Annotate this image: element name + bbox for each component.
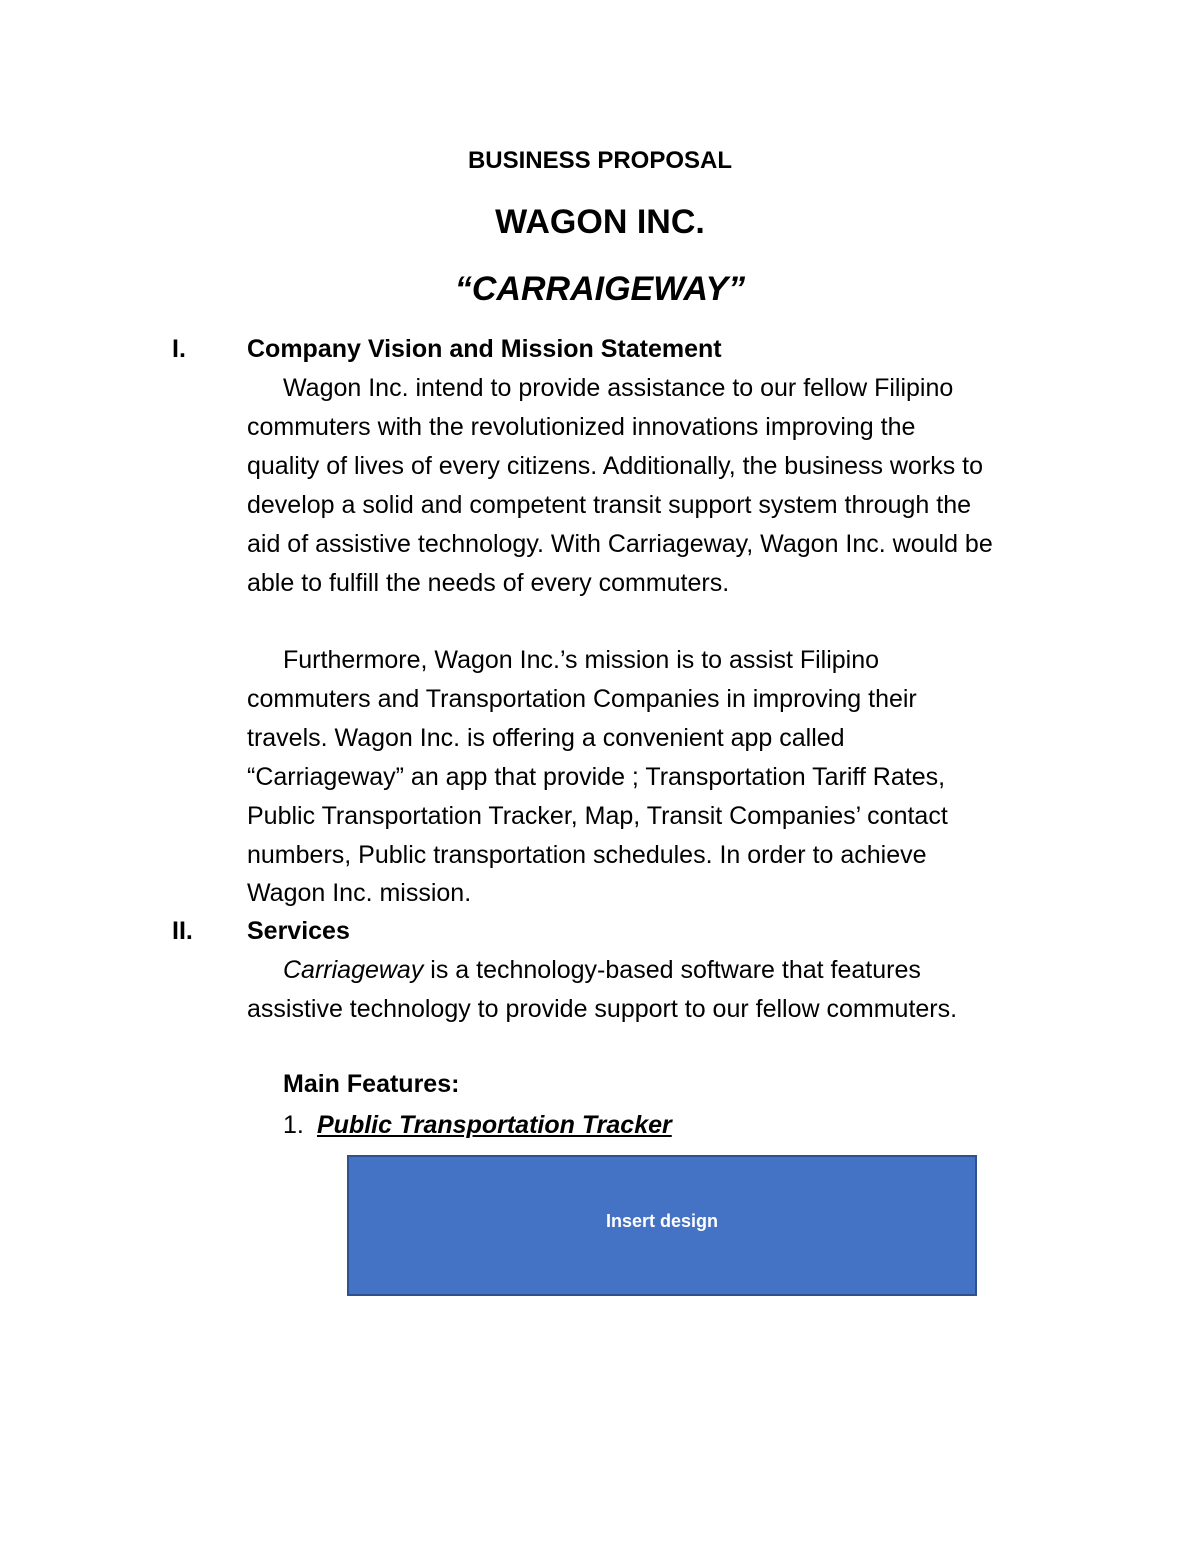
paragraph-line: develop a solid and competent transit support system through the [247, 490, 972, 519]
paragraph-text: is a technology-based software that features [423, 956, 921, 984]
section-heading-services [172, 914, 350, 948]
paragraph-line: able to fulfill the needs of every commuters. [247, 568, 730, 597]
paragraph-line: commuters and Transportation Companies in improving their [247, 684, 917, 713]
document-heading: BUSINESS PROPOSAL [467, 147, 733, 174]
mission-paragraph [247, 641, 1077, 913]
feature-number: 1. [283, 1111, 304, 1139]
paragraph-line: assistive technology to provide support to our fellow commuters. [247, 994, 958, 1023]
services-paragraph [247, 951, 1077, 1029]
section-title: Services [247, 917, 350, 945]
product-name-italic: Carriageway [283, 956, 424, 984]
product-name: “CARRAIGEWAY” [454, 270, 746, 308]
paragraph-line: travels. Wagon Inc. is offering a convenient app called [247, 723, 845, 752]
paragraph-line: Furthermore, Wagon Inc.’s mission is to assist Filipino [283, 646, 880, 674]
section-title: Company Vision and Mission Statement [247, 335, 722, 363]
section-heading-vision-mission [172, 332, 722, 366]
section-number: I. [172, 335, 186, 363]
paragraph-line: aid of assistive technology. With Carriageway, Wagon Inc. would be [247, 529, 993, 558]
section-number: II. [172, 917, 193, 945]
design-placeholder-label: Insert design [605, 1211, 719, 1231]
feature-item [283, 1108, 672, 1142]
company-name: WAGON INC. [495, 203, 705, 241]
design-placeholder-box [347, 1155, 977, 1296]
paragraph-line: Public Transportation Tracker, Map, Transit Companies’ contact [247, 801, 948, 830]
paragraph-line: numbers, Public transportation schedules. In order to achieve [247, 840, 927, 869]
paragraph-line: Wagon Inc. mission. [247, 879, 472, 908]
paragraph-line: commuters with the revolutionized innovations improving the [247, 412, 916, 441]
main-features-label: Main Features: [283, 1070, 460, 1098]
paragraph-line: Wagon Inc. intend to provide assistance to our fellow Filipino [283, 374, 954, 402]
paragraph-line [247, 951, 1077, 990]
vision-paragraph [247, 369, 1077, 602]
feature-title: Public Transportation Tracker [317, 1111, 672, 1139]
paragraph-line: quality of lives of every citizens. Additionally, the business works to [247, 451, 983, 480]
paragraph-line: “Carriageway” an app that provide ; Transportation Tariff Rates, [247, 762, 946, 791]
